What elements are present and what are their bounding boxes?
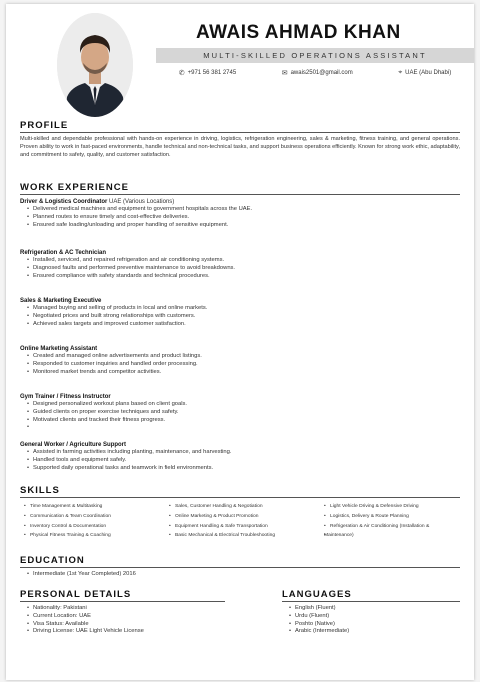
personal-heading: PERSONAL DETAILS — [20, 589, 132, 600]
phone-icon: ✆ — [178, 70, 185, 77]
skill-item-continued: • Maintenance) — [324, 531, 464, 541]
job-title: Refrigeration & AC Technician — [20, 250, 107, 256]
phone-number: +971 56 381 2745 — [187, 70, 237, 76]
skills-grid — [24, 502, 464, 541]
envelope-icon: ✉ — [281, 70, 288, 77]
job-bullet: • Designed personalized workout plans based on client goals. — [27, 401, 460, 409]
language-item: • English (Fluent) — [289, 605, 460, 613]
skill-item: • Logistics, Delivery & Route Planning — [324, 512, 464, 522]
job-bullet: • Negotiated prices and built strong relationships with customers. — [27, 313, 460, 321]
job-title: Online Marketing Assistant — [20, 346, 98, 352]
email-address: awais2501@gmail.com — [290, 70, 353, 76]
phone-contact[interactable] — [179, 69, 236, 77]
job-entry — [20, 297, 460, 328]
job-bullet: • Guided clients on proper exercise techniques and safety. — [27, 409, 460, 417]
skill-item: • Equipment Handling & Safe Transportation — [169, 522, 324, 532]
personal-divider — [20, 601, 225, 602]
languages-list — [282, 605, 460, 636]
experience-divider — [20, 194, 460, 195]
job-entry — [20, 249, 460, 280]
profile-photo — [57, 13, 133, 117]
languages-heading: LANGUAGES — [282, 589, 352, 600]
skill-item: • Communication & Team Coordination — [24, 512, 169, 522]
profile-heading: PROFILE — [20, 120, 69, 131]
language-item: • Poshto (Native) — [289, 621, 460, 629]
personal-item: • Nationality: Pakistani — [27, 605, 225, 613]
education-divider — [20, 567, 460, 568]
job-title: Driver & Logistics Coordinator — [20, 199, 108, 205]
job-bullet: • Planned routes to ensure timely and cost-effective deliveries. — [27, 214, 460, 222]
job-bullet: • Ensured compliance with safety standards and technical procedures. — [27, 273, 460, 281]
email-contact[interactable] — [282, 69, 353, 77]
skill-item: • Basic Mechanical & Electrical Troubleshooting — [169, 531, 324, 541]
job-bullet: • Created and managed online advertisements and product listings. — [27, 353, 460, 361]
job-entry — [20, 198, 460, 229]
job-bullet: • Responded to customer inquiries and handled order processing. — [27, 361, 460, 369]
job-bullet: • Supported daily operational tasks and teamwork in field environments. — [27, 465, 460, 473]
education-list — [20, 571, 460, 579]
map-pin-icon: ⌖ — [398, 69, 403, 76]
personal-list — [20, 605, 225, 636]
job-bullet: • Installed, serviced, and repaired refrigeration and air conditioning systems. — [27, 257, 460, 265]
job-bullet: • Handled tools and equipment safely. — [27, 457, 460, 465]
job-bullet: • Achieved sales targets and improved customer satisfaction. — [27, 321, 460, 329]
job-entry — [20, 441, 460, 472]
skill-item: • Refrigeration & Air Conditioning (Installation & — [324, 522, 464, 532]
candidate-name: AWAIS AHMAD KHAN — [196, 22, 401, 43]
profile-summary: Multi-skilled and dependable professional with hands-on experience in driving, logistics, refrigeration engineering, sales & marketing, fitness training, and general operations. Proven ability to work in fast-paced environments, handle technical and non-technical tasks, and support business operations efficiently. Known for strong work ethic, adaptability, and commitment to safety, quality, and customer satisfaction. — [20, 136, 460, 159]
languages-divider — [282, 601, 460, 602]
job-bullet-empty — [27, 424, 460, 432]
resume-page — [6, 4, 474, 680]
job-entry — [20, 345, 460, 376]
location-contact — [398, 69, 451, 77]
job-entry — [20, 393, 460, 432]
job-bullet: • Ensured safe loading/unloading and proper handling of sensitive equipment. — [27, 222, 460, 230]
skill-item: • Time Management & Multitasking — [24, 502, 169, 512]
job-title-banner: MULTI-SKILLED OPERATIONS ASSISTANT — [156, 48, 474, 63]
skill-item: • Online Marketing & Product Promotion — [169, 512, 324, 522]
job-bullet: • Managed buying and selling of products in local and online markets. — [27, 305, 460, 313]
job-title: Gym Trainer / Fitness Instructor — [20, 394, 111, 400]
experience-heading: WORK EXPERIENCE — [20, 182, 129, 193]
skill-item: • Sales, Customer Handling & Negotiation — [169, 502, 324, 512]
location-text: UAE (Abu Dhabi) — [405, 70, 452, 76]
language-item: • Arabic (Intermediate) — [289, 628, 460, 636]
language-item: • Urdu (Fluent) — [289, 613, 460, 621]
skill-item: • Physical Fitness Training & Coaching — [24, 531, 169, 541]
profile-divider — [20, 132, 460, 133]
job-title: Sales & Marketing Executive — [20, 298, 102, 304]
job-location: UAE (Various Locations) — [109, 199, 175, 205]
education-item: • Intermediate (1st Year Completed) 2016 — [27, 571, 460, 579]
education-heading: EDUCATION — [20, 555, 85, 566]
personal-item: • Visa Status: Available — [27, 621, 225, 629]
personal-item: • Driving License: UAE Light Vehicle License — [27, 628, 225, 636]
job-bullet: • Diagnosed faults and performed preventive maintenance to avoid breakdowns. — [27, 265, 460, 273]
skill-item: • Inventory Control & Documentation — [24, 522, 169, 532]
job-bullet: • Delivered medical machines and equipment to government hospitals across the UAE. — [27, 206, 460, 214]
contact-row — [156, 69, 474, 77]
skill-item: • Light Vehicle Driving & Defensive Driving — [324, 502, 464, 512]
job-bullet: • Motivated clients and tracked their fitness progress. — [27, 417, 460, 425]
job-bullet: • Monitored market trends and competitor activities. — [27, 369, 460, 377]
job-title: General Worker / Agriculture Support — [20, 442, 127, 448]
job-bullet: • Assisted in farming activities including planting, maintenance, and harvesting. — [27, 449, 460, 457]
job-header — [20, 198, 460, 206]
skills-divider — [20, 497, 460, 498]
skills-heading: SKILLS — [20, 485, 60, 496]
personal-item: • Current Location: UAE — [27, 613, 225, 621]
